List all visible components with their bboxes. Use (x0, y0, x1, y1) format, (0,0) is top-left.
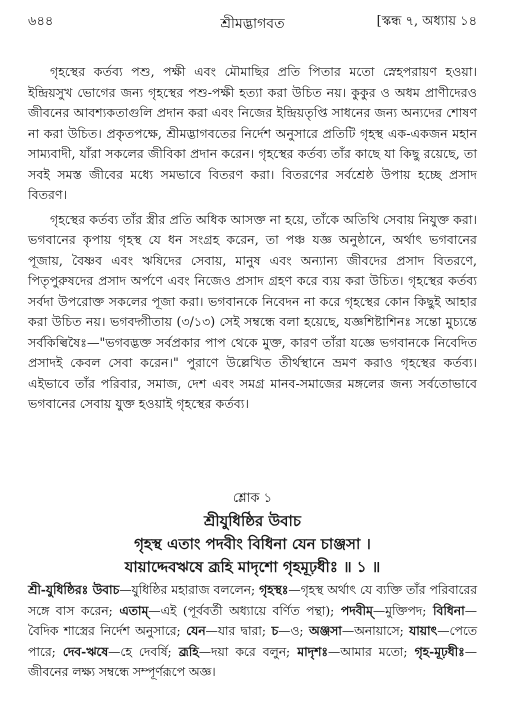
synonym-term: ব্রূহি (178, 643, 199, 659)
synonym-term: এতাম্ (119, 602, 149, 618)
synonym-meaning: —এই (পূর্ববর্তী অধ্যায়ে বর্ণিত পন্থা); (148, 603, 341, 618)
synonym-term: গৃহ-মূঢ়ধীঃ (414, 643, 465, 659)
verse-speaker: শ্রীযুধিষ্ঠির উবাচ (204, 512, 301, 530)
verse-block (0, 487, 505, 579)
purport-text (28, 62, 477, 419)
synonym-term: শ্রী-যুধিষ্ঠিরঃ উবাচ (28, 582, 120, 597)
synonym-meaning: —মুক্তিপদ; (372, 603, 434, 618)
synonym-term: যেন (186, 623, 206, 638)
synonym-term: যায়াৎ (409, 623, 438, 638)
chapter-reference: [স্কন্ধ ৭, অধ্যায় ১৪ (376, 14, 477, 29)
paragraph-2: গৃহস্থের কর্তব্য তাঁর স্ত্রীর প্রতি অধিক আসক্ত না হয়ে, তাঁকে অতিথি সেবায় নিযুক্ত করা। ভগবানের কৃপায় গৃহস্থ যে ধন সংগ্রহ করেন, তা পঞ্চ যজ্ঞ অনুষ্ঠানে, অর্থাৎ ভগবানের পূজায়, বৈষ্ণব এবং ঋষিদের সেবায়, মানুষ এবং অন্যান্য জীবদের প্রসাদ বিতরণে, পিতৃপুরুষদের প্রসাদ অর্পণে এবং নিজেও প্রসাদ গ্রহণ করে ব্যয় করা উচিত। গৃহস্থের কর্তব্য সর্বদা উপরোক্ত সকলের পূজা করা। ভগবানকে নিবেদন না করে গৃহস্থের কোন কিছুই আহার করা উচিত নয়। ভগবদ্গীতায় (৩/১৩) সেই সম্বন্ধে বলা হয়েছে, যজ্ঞশিষ্টাশিনঃ সন্তো মুচ্যন্তে সর্বকিল্বিষৈঃ—"ভগবদ্ভক্ত সর্বপ্রকার পাপ থেকে মুক্ত, কারণ তাঁরা যজ্ঞে ভগবানকে নিবেদিত প্রসাদই কেবল সেবা করেন।" পুরাণে উল্লেখিত তীর্থস্থানে ভ্রমণ করাও গৃহস্থের কর্তব্য। এইভাবে তাঁর পরিবার, সমাজ, দেশ এবং সমগ্র মানব-সমাজের মঙ্গলের জন্য সর্বতোভাবে ভগবানের সেবায় যুক্ত হওয়াই গৃহস্থের কর্তব্য। (28, 211, 477, 411)
verse-line-2: যায়াদ্দেবঋষে ব্রূহি মাদৃশো গৃহমূঢ়ধীঃ ॥ ১ ॥ (124, 558, 381, 576)
synonym-meaning: —পেতে পারে; (28, 624, 477, 659)
synonym-meaning: —জীবনের লক্ষ্য সম্বন্ধে সম্পূর্ণরূপে অজ্ঞ। (28, 644, 477, 679)
verse-line-1: গৃহস্থ এতাং পদবীং বিধিনা যেন চাঞ্জসা । (134, 535, 371, 553)
synonym-term: মাদৃশঃ (297, 643, 328, 659)
synonym-term: বিধিনা (433, 602, 465, 618)
synonym-meaning: —যার দ্বারা; (205, 624, 272, 638)
synonym-term: দেব-ঋষে (62, 643, 109, 659)
synonym-term: চ (271, 623, 279, 638)
synonym-meaning: —হে দেবর্ষি; (108, 644, 179, 659)
synonym-term: অঞ্জসা (308, 623, 342, 638)
page-header (0, 0, 505, 52)
synonym-meaning: —আমার মতো; (327, 644, 415, 659)
synonym-meaning: —ও; (278, 624, 309, 638)
page-number: ৬৪৪ (28, 14, 54, 29)
word-meanings (28, 580, 477, 683)
synonym-paragraph (28, 580, 477, 683)
synonym-meaning: —গৃহস্থ অর্থাৎ যে ব্যক্তি তাঁর পরিবারের সঙ্গে বাস করেন; (28, 583, 478, 618)
running-title: শ্রীমদ্ভাগবত (220, 16, 285, 32)
synonym-meaning: —অনায়াসে; (341, 624, 410, 638)
synonym-term: গৃহস্থঃ (259, 582, 289, 597)
synonym-meaning: —যুধিষ্ঠির মহারাজ বললেন; (119, 583, 260, 597)
synonym-term: পদবীম্ (340, 602, 373, 618)
synonym-meaning: —বৈদিক শাস্ত্রের নির্দেশ অনুসারে; (28, 603, 477, 638)
sloka-label: শ্লোক ১ (232, 491, 273, 506)
paragraph-1: গৃহস্থের কর্তব্য পশু, পক্ষী এবং মৌমাছির প্রতি পিতার মতো স্নেহপরায়ণ হওয়া। ইন্দ্রিয়সুখ ভোগের জন্য গৃহস্থের পশু-পক্ষী হত্যা করা উচিত নয়। কুকুর ও অধম প্রাণীদেরও জীবনের আবশ্যকতাগুলি প্রদান করা এবং নিজের ইন্দ্রিয়তৃপ্তি সাধনের জন্য অন্যদের শোষণ না করা উচিত। প্রকৃতপক্ষে, শ্রীমদ্ভাগবতের নির্দেশ অনুসারে প্রতিটি গৃহস্থ এক-একজন মহান সাম্যবাদী, যাঁরা সকলের জীবিকা প্রদান করেন। গৃহস্থের কর্তব্য তাঁর কাছে যা কিছু রয়েছে, তা সবই সমস্ত জীবের মধ্যে সমভাবে বিতরণ করা। বিতরণের সর্বশ্রেষ্ঠ উপায় হচ্ছে প্রসাদ বিতরণ। (28, 64, 477, 202)
synonym-meaning: —দয়া করে বলুন; (198, 644, 298, 659)
